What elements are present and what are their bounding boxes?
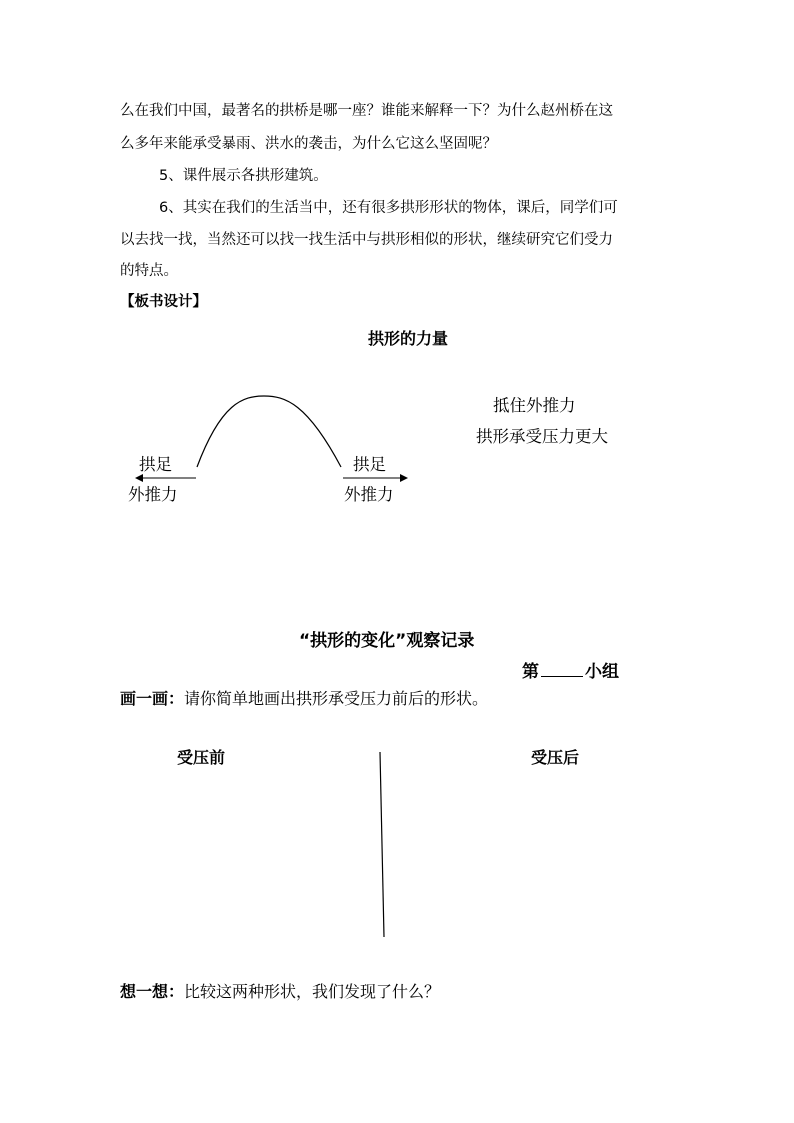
arch-curve — [197, 396, 341, 467]
draw-text: 请你简单地画出拱形承受压力前后的形状。 — [184, 689, 489, 708]
item-5: 5、课件展示各拱形建筑。 — [159, 168, 328, 184]
item-6-line-1: 6、其实在我们的生活当中，还有很多拱形形状的物体，课后，同学们可 — [159, 200, 618, 216]
board-note-2: 拱形承受压力更大 — [476, 427, 608, 446]
group-number-blank[interactable] — [541, 662, 583, 677]
think-label: 想一想： — [120, 982, 185, 1001]
think-text: 比较这两种形状，我们发现了什么？ — [184, 982, 441, 1001]
item-6-line-2: 以去找一找，当然还可以找一找生活中与拱形相似的形状，继续研究它们受力 — [120, 232, 613, 248]
group-line — [522, 657, 619, 682]
left-force-label: 外推力 — [128, 485, 178, 504]
before-label: 受压前 — [177, 748, 226, 767]
right-force-label: 外推力 — [344, 485, 394, 504]
left-foot-label: 拱足 — [139, 455, 172, 474]
paragraph-line-1: 么在我们中国，最著名的拱桥是哪一座？谁能来解释一下？为什么赵州桥在这 — [120, 103, 613, 119]
group-suffix: 小组 — [585, 662, 619, 682]
record-divider-line — [380, 752, 384, 937]
board-note-1: 抵住外推力 — [493, 396, 576, 415]
right-foot-label: 拱足 — [353, 455, 386, 474]
after-label: 受压后 — [531, 748, 580, 767]
board-heading: 【板书设计】 — [120, 294, 207, 310]
draw-instruction — [120, 686, 488, 709]
paragraph-line-2: 么多年来能承受暴雨、洪水的袭击，为什么它这么坚固呢？ — [120, 136, 497, 152]
group-prefix: 第 — [522, 662, 539, 682]
think-instruction — [120, 979, 440, 1002]
item-6-line-3: 的特点。 — [120, 263, 178, 279]
record-title: “拱形的变化”观察记录 — [299, 631, 475, 651]
draw-label: 画一画： — [120, 689, 185, 708]
board-title: 拱形的力量 — [368, 329, 449, 348]
